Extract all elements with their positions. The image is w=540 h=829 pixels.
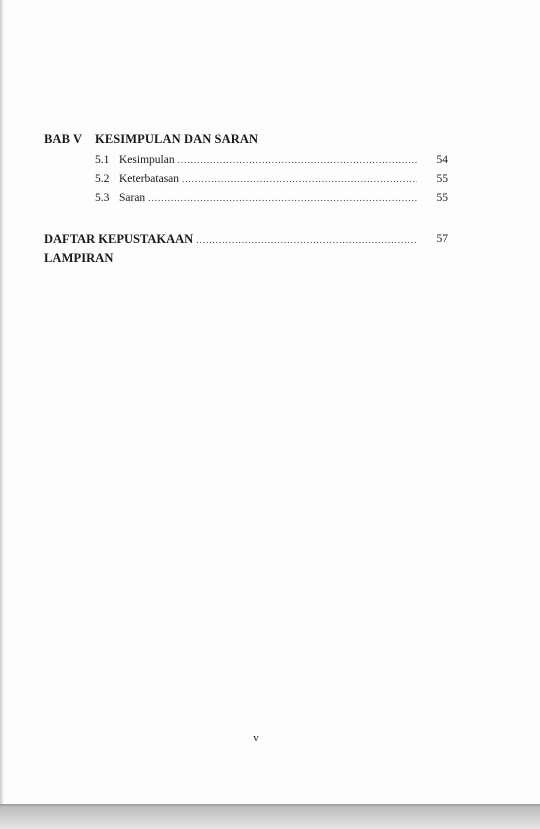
chapter-title: KESIMPULAN DAN SARAN [95, 132, 259, 146]
section-page-number: 55 [436, 173, 448, 185]
toc-entry-5-3 [95, 192, 425, 204]
section-number: 5.3 [95, 192, 110, 204]
section-label: Kesimpulan [119, 154, 175, 166]
toc-entry-5-1 [95, 154, 425, 166]
section-label: Saran [119, 192, 146, 204]
dot-leader [178, 155, 417, 165]
toc-entry-5-2 [95, 173, 425, 185]
section-number: 5.1 [95, 154, 110, 166]
section-page-number: 54 [436, 154, 448, 166]
section-label: Keterbatasan [119, 173, 180, 185]
page-footer-number: v [253, 732, 259, 744]
dot-leader [196, 235, 417, 245]
dot-leader [182, 174, 417, 184]
section-number: 5.2 [95, 173, 110, 185]
bibliography-label: DAFTAR KEPUSTAKAAN [44, 232, 194, 246]
bibliography-page-number: 57 [436, 233, 448, 245]
chapter-number: BAB V [44, 132, 83, 146]
scan-edge-shade [0, 0, 4, 804]
dot-leader [148, 193, 417, 203]
scan-bottom-edge [0, 804, 540, 829]
section-page-number: 55 [436, 192, 448, 204]
toc-entry-bibliography [44, 232, 425, 247]
appendix-label: LAMPIRAN [44, 251, 114, 265]
